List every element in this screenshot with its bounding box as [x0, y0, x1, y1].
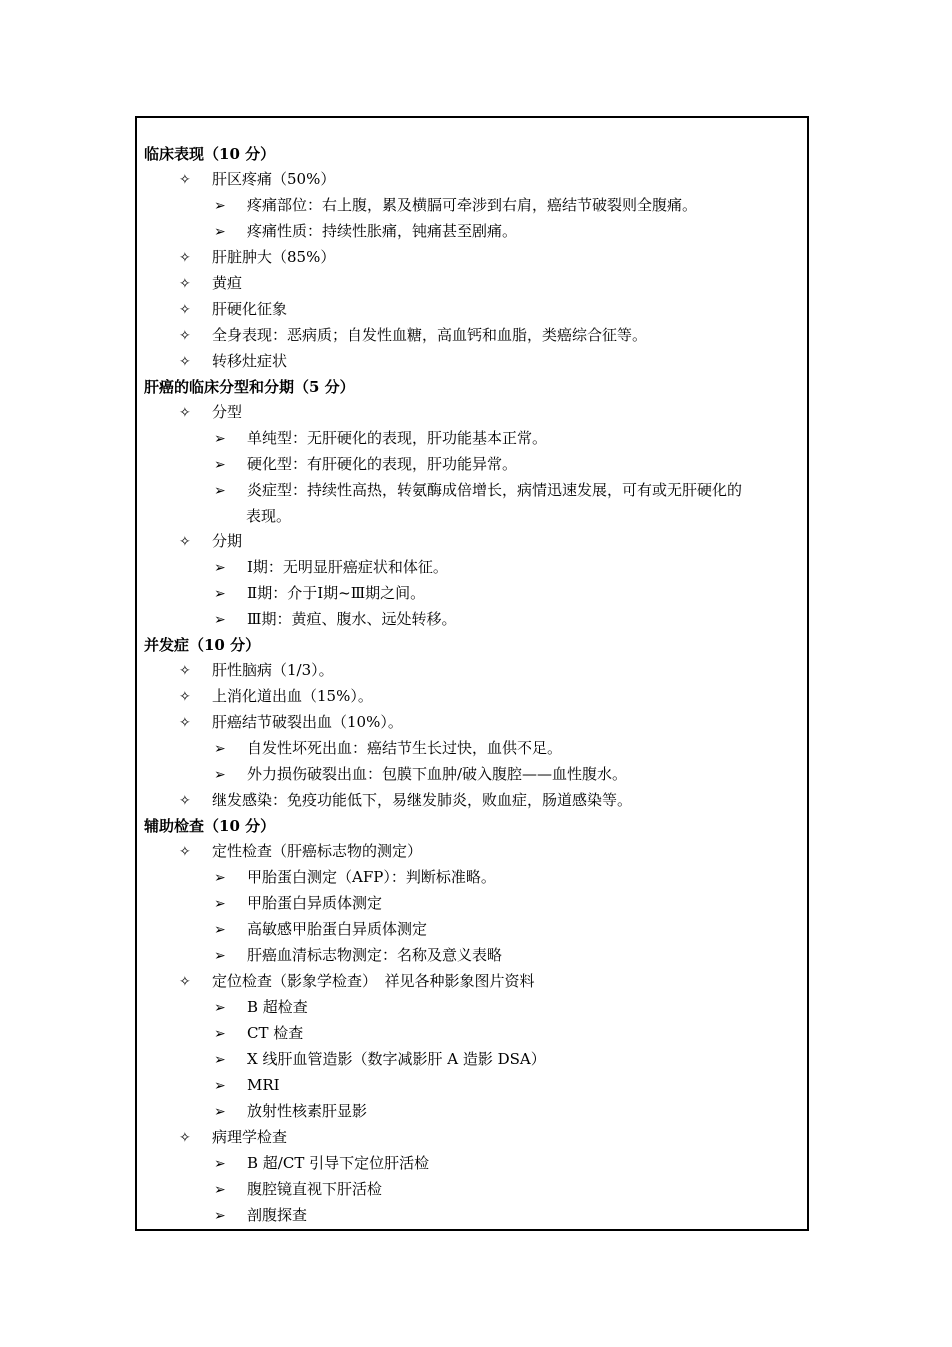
list-item: [144, 969, 804, 995]
sub-list-item: [144, 891, 804, 917]
list-item: [144, 323, 804, 349]
arrow-bullet-icon: ➢: [214, 1000, 226, 1016]
arrow-bullet-icon: ➢: [214, 948, 226, 964]
sub-list-item: [144, 452, 804, 478]
arrow-bullet-icon: ➢: [214, 1182, 226, 1198]
diamond-bullet-icon: ✧: [179, 793, 191, 809]
diamond-bullet-icon: ✧: [179, 405, 191, 421]
sub-list-item: [144, 995, 804, 1021]
document-content: [144, 142, 804, 1229]
diamond-bullet-icon: ✧: [179, 250, 191, 266]
sub-list-item: [144, 426, 804, 452]
list-item: [144, 245, 804, 271]
item-text: B 超/CT 引导下定位肝活检: [247, 1154, 430, 1172]
item-text: Ⅱ期：介于Ⅰ期~Ⅲ期之间。: [247, 584, 426, 602]
section-heading-complications: 并发症（10 分）: [144, 636, 261, 654]
item-text: 疼痛部位：右上腹，累及横膈可牵涉到右肩，癌结节破裂则全腹痛。: [247, 196, 698, 214]
item-text: 肝区疼痛（50%）: [212, 170, 336, 188]
diamond-bullet-icon: ✧: [179, 689, 191, 705]
item-text: 肝硬化征象: [212, 300, 288, 318]
diamond-bullet-icon: ✧: [179, 1130, 191, 1146]
list-item: [144, 529, 804, 555]
arrow-bullet-icon: ➢: [214, 431, 226, 447]
sub-list-item: [144, 762, 804, 788]
sub-list-item: [144, 478, 804, 504]
list-item: [144, 349, 804, 375]
arrow-bullet-icon: ➢: [214, 560, 226, 576]
diamond-bullet-icon: ✧: [179, 663, 191, 679]
diamond-bullet-icon: ✧: [179, 715, 191, 731]
item-text: CT 检查: [247, 1024, 304, 1042]
arrow-bullet-icon: ➢: [214, 483, 226, 499]
list-item: [144, 297, 804, 323]
item-text: 黄疸: [212, 274, 243, 292]
sub-list-item: [144, 219, 804, 245]
diamond-bullet-icon: ✧: [179, 302, 191, 318]
item-text: 全身表现：恶病质；自发性血糖，高血钙和血脂，类癌综合征等。: [212, 326, 648, 344]
sub-list-item: [144, 1047, 804, 1073]
sub-list-item: [144, 865, 804, 891]
item-text: 肝癌血清标志物测定：名称及意义表略: [247, 946, 503, 964]
list-item: [144, 788, 804, 814]
diamond-bullet-icon: ✧: [179, 534, 191, 550]
arrow-bullet-icon: ➢: [214, 1208, 226, 1224]
item-text: 硬化型：有肝硬化的表现，肝功能异常。: [247, 455, 518, 473]
item-text: 分期: [212, 532, 243, 550]
list-item: [144, 710, 804, 736]
sub-list-item: [144, 1151, 804, 1177]
arrow-bullet-icon: ➢: [214, 896, 226, 912]
sub-list-item: [144, 943, 804, 969]
item-text: B 超检查: [247, 998, 308, 1016]
section-heading-classification-staging: 肝癌的临床分型和分期（5 分）: [144, 378, 355, 396]
sub-list-item: [144, 1073, 804, 1099]
diamond-bullet-icon: ✧: [179, 844, 191, 860]
item-text: 继发感染：免疫功能低下，易继发肺炎，败血症，肠道感染等。: [212, 791, 633, 809]
list-item: [144, 1125, 804, 1151]
arrow-bullet-icon: ➢: [214, 586, 226, 602]
arrow-bullet-icon: ➢: [214, 767, 226, 783]
item-text: 上消化道出血（15%）。: [212, 687, 373, 705]
arrow-bullet-icon: ➢: [214, 1026, 226, 1042]
item-text: 甲胎蛋白测定（AFP）：判断标准略。: [247, 868, 496, 886]
sub-list-item: [144, 1203, 804, 1229]
item-text: 肝脏肿大（85%）: [212, 248, 336, 266]
arrow-bullet-icon: ➢: [214, 612, 226, 628]
arrow-bullet-icon: ➢: [214, 741, 226, 757]
item-text: 病理学检查: [212, 1128, 288, 1146]
item-text: 定位检查（影象学检查） 祥见各种影象图片资料: [212, 972, 535, 990]
item-text: 转移灶症状: [212, 352, 288, 370]
diamond-bullet-icon: ✧: [179, 328, 191, 344]
item-text: 炎症型：持续性高热，转氨酶成倍增长，病情迅速发展，可有或无肝硬化的: [247, 481, 743, 499]
item-text: 单纯型：无肝硬化的表现，肝功能基本正常。: [247, 429, 548, 447]
item-text: 定性检查（肝癌标志物的测定）: [212, 842, 423, 860]
arrow-bullet-icon: ➢: [214, 1156, 226, 1172]
item-text: 外力损伤破裂出血：包膜下血肿/破入腹腔——血性腹水。: [247, 765, 628, 783]
arrow-bullet-icon: ➢: [214, 1078, 226, 1094]
diamond-bullet-icon: ✧: [179, 172, 191, 188]
arrow-bullet-icon: ➢: [214, 198, 226, 214]
sub-list-item: [144, 917, 804, 943]
item-text: X 线肝血管造影（数字减影肝 A 造影 DSA）: [247, 1050, 546, 1068]
item-text: 肝性脑病（1/3）。: [212, 661, 334, 679]
item-text: 腹腔镜直视下肝活检: [247, 1180, 383, 1198]
item-text: Ⅲ期：黄疸、腹水、远处转移。: [247, 610, 457, 628]
sub-list-item: [144, 607, 804, 633]
list-item: [144, 684, 804, 710]
arrow-bullet-icon: ➢: [214, 1104, 226, 1120]
item-text: 分型: [212, 403, 243, 421]
arrow-bullet-icon: ➢: [214, 224, 226, 240]
list-item: [144, 271, 804, 297]
list-item: [144, 167, 804, 193]
arrow-bullet-icon: ➢: [214, 870, 226, 886]
list-item: [144, 839, 804, 865]
sub-list-item: [144, 1177, 804, 1203]
section-heading-auxiliary-exams: 辅助检查（10 分）: [144, 817, 276, 835]
item-text: 放射性核素肝显影: [247, 1102, 368, 1120]
list-item: [144, 400, 804, 426]
item-text-continuation: 表现。: [246, 507, 292, 525]
item-text: Ⅰ期：无明显肝癌症状和体征。: [247, 558, 448, 576]
sub-list-item: [144, 581, 804, 607]
item-text: MRI: [247, 1076, 280, 1094]
sub-list-item: [144, 736, 804, 762]
sub-list-item: [144, 193, 804, 219]
item-text: 疼痛性质：持续性胀痛，钝痛甚至剧痛。: [247, 222, 518, 240]
sub-list-item: [144, 555, 804, 581]
diamond-bullet-icon: ✧: [179, 354, 191, 370]
arrow-bullet-icon: ➢: [214, 1052, 226, 1068]
diamond-bullet-icon: ✧: [179, 276, 191, 292]
item-text: 肝癌结节破裂出血（10%）。: [212, 713, 403, 731]
item-text: 高敏感甲胎蛋白异质体测定: [247, 920, 428, 938]
item-text: 剖腹探查: [247, 1206, 308, 1224]
arrow-bullet-icon: ➢: [214, 457, 226, 473]
section-heading-clinical-manifestations: 临床表现（10 分）: [144, 145, 276, 163]
sub-list-item: [144, 1099, 804, 1125]
sub-list-item: [144, 1021, 804, 1047]
arrow-bullet-icon: ➢: [214, 922, 226, 938]
diamond-bullet-icon: ✧: [179, 974, 191, 990]
item-text: 甲胎蛋白异质体测定: [247, 894, 383, 912]
item-text: 自发性坏死出血：癌结节生长过快，血供不足。: [247, 739, 563, 757]
list-item: [144, 658, 804, 684]
